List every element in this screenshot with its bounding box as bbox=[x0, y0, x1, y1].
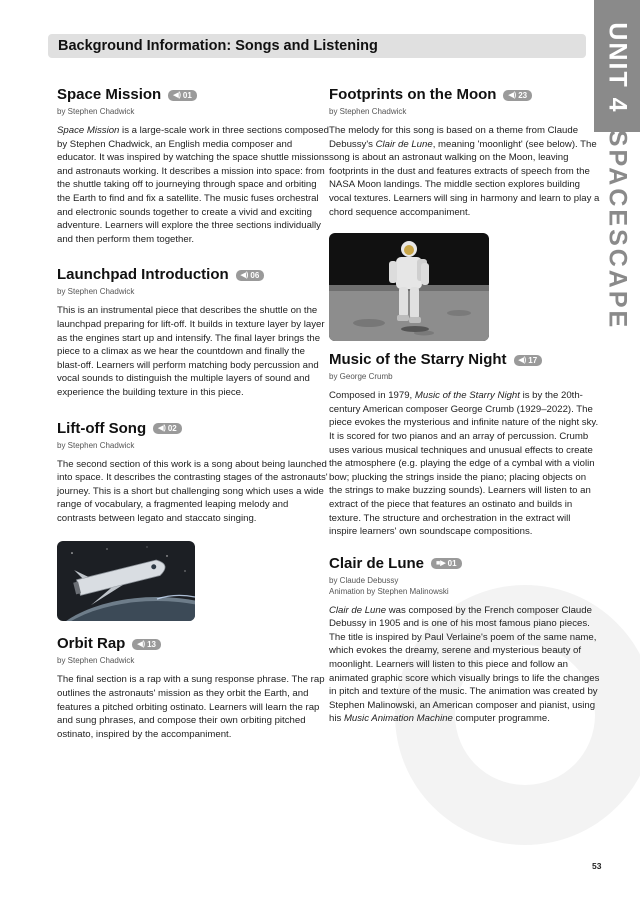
left-column bbox=[57, 86, 329, 741]
video-track-badge[interactable] bbox=[431, 558, 462, 569]
section-heading bbox=[57, 420, 329, 438]
description-text: is a large-scale work in three sections composed by Stephen Chadwick, an English media composer and educator. It was inspired by watching the space shuttle missions and astronauts working. It describes a mission into space: from the shuttle taking off to journeying through space and orbiting the Earth to find and fix a satellite. The music fuses orchestral and electronic sounds together to create a vivid and exciting adventure. Learners will explore the three sections individually and then perform them together. bbox=[57, 125, 329, 245]
unit-label: UNIT 4 bbox=[603, 22, 632, 114]
description-text: Composed in 1979, bbox=[329, 390, 415, 402]
section-heading bbox=[329, 555, 601, 573]
section-description bbox=[57, 124, 329, 246]
track-number: 13 bbox=[147, 639, 156, 649]
section-title: Music of the Starry Night bbox=[329, 351, 507, 369]
space-shuttle-illustration bbox=[57, 541, 195, 621]
track-number: 01 bbox=[447, 559, 457, 569]
section-launchpad-introduction bbox=[57, 266, 329, 399]
composer-credit: by Stephen Chadwick bbox=[57, 440, 135, 450]
composer-credit: by Claude Debussy bbox=[329, 575, 399, 585]
composer-credit: by George Crumb bbox=[329, 372, 393, 382]
unit-title: SPACESCAPE bbox=[603, 129, 632, 331]
track-number: 06 bbox=[250, 270, 260, 280]
composer-credit: by Stephen Chadwick bbox=[329, 107, 407, 116]
section-music-of-the-starry-night bbox=[329, 351, 601, 539]
section-title: Orbit Rap bbox=[57, 635, 126, 653]
section-title: Launchpad Introduction bbox=[57, 266, 229, 284]
video-camera-icon: ■▶ bbox=[436, 560, 446, 568]
composer-credit: by Stephen Chadwick bbox=[57, 287, 135, 297]
section-header-bar bbox=[48, 34, 586, 58]
speaker-icon: ◀) bbox=[240, 271, 249, 279]
audio-track-badge[interactable] bbox=[153, 423, 182, 434]
speaker-icon: ◀) bbox=[158, 425, 166, 432]
section-description: The second section of this work is a song about being launched into space. It describes the contrasting stages of the astronauts' journey. This is a short but challenging song which uses a wide range of vocabulary, a fragmented leaping melody and contrasts between legato and staccato singing. bbox=[57, 458, 328, 524]
section-heading bbox=[57, 266, 329, 284]
software-title-italic: Music Animation Machine bbox=[343, 713, 453, 725]
description-text: The melody for this song is based on a theme from Claude Debussy's bbox=[329, 125, 579, 150]
audio-track-badge[interactable] bbox=[236, 270, 265, 281]
audio-track-badge[interactable] bbox=[132, 639, 161, 650]
audio-track-badge[interactable] bbox=[514, 355, 543, 366]
description-text: was composed by the French composer Claude Debussy in 1905 and is one of his most famous piano pieces. The title is inspired by Paul Verlaine's poem of the same name, which evokes the dreamy, serene and mysterious beauty of moonlight. Learners will listen to this piece and follow an animated graphic score which visually brings to life the changes in pitch and texture of the music. The animation was created by Stephen Malinowski, an American composer and pianist, using his bbox=[329, 604, 600, 725]
section-heading bbox=[329, 351, 601, 369]
section-heading bbox=[57, 86, 329, 104]
track-number: 17 bbox=[528, 355, 538, 365]
astronaut-illustration bbox=[329, 233, 489, 341]
section-heading bbox=[329, 86, 601, 104]
page-number: 53 bbox=[592, 861, 602, 871]
section-heading bbox=[57, 635, 329, 653]
speaker-icon: ◀) bbox=[508, 91, 517, 99]
track-number: 23 bbox=[518, 90, 528, 100]
work-title-italic: Clair de Lune bbox=[329, 604, 387, 616]
composer-credit: by Stephen Chadwick bbox=[57, 656, 135, 666]
section-description bbox=[329, 604, 601, 726]
section-orbit-rap bbox=[57, 635, 329, 741]
work-title-italic: Clair de Lune bbox=[375, 138, 433, 150]
section-title: Footprints on the Moon bbox=[329, 86, 497, 103]
section-description bbox=[329, 389, 601, 539]
section-title: Space Mission bbox=[57, 86, 162, 103]
description-text: , meaning 'moonlight' (see below). The song is about an astronaut walking on the Moon, leaving footprints in the dust and features extracts of speech from the NASA Moon landings. The middle section explores building vocal textures. Learners will sing in harmony and learn to play a chord sequence accompaniment. bbox=[329, 138, 600, 218]
audio-track-badge[interactable] bbox=[503, 90, 532, 101]
audio-track-badge[interactable] bbox=[168, 90, 197, 101]
speaker-icon: ◀) bbox=[173, 91, 181, 99]
section-lift-off-song bbox=[57, 420, 329, 526]
section-title: Clair de Lune bbox=[329, 554, 425, 572]
work-title-italic: Space Mission bbox=[57, 125, 120, 136]
section-space-mission bbox=[57, 86, 329, 246]
description-text: is by the 20th-century American composer George Crumb (1929–2022). The piece evokes the mysterious and infinite nature of the night sky. It is scored for two pianos and an array of percussion. Crumb uses various musical techniques and unusual effects to create the atmosphere (e.g. playing the edge of a cymbal with a violin bow; plucking the strings inside the piano; placing objects on the strings to make buzzing sounds). Learners will listen to an extract of the piece that features an ostinato and builds in texture. The structure and orchestration in the extract will inspire learners' own soundscape compositions. bbox=[329, 390, 599, 538]
work-title-italic: Music of the Starry Night bbox=[414, 390, 520, 402]
page-title: Background Information: Songs and Listening bbox=[58, 38, 378, 54]
section-description: This is an instrumental piece that describes the shuttle on the launchpad preparing for lift-off. It builds in texture layer by layer as the engines start up and intensify. The final layer brings the piece to a climax as we hear the countdown and finally the blast-off. Learners will perform matching body percussion and vocal sounds to distinguish the multiple layers of sound and experience the building texture in this piece. bbox=[57, 305, 325, 398]
speaker-icon: ◀) bbox=[518, 356, 527, 364]
animation-credit: Animation by Stephen Malinowski bbox=[329, 586, 449, 596]
section-description: The final section is a rap with a sung response phrase. The rap outlines the astronauts' mission as they orbit the Earth, and features a pitched orbiting ostinato. Learners will learn the rap and sung phrases, and compose their own orbiting pitched ostinato, inspired by the accompaniment. bbox=[57, 674, 325, 740]
description-text: computer programme. bbox=[452, 713, 550, 725]
astronaut-on-moon-image bbox=[329, 233, 489, 341]
right-column bbox=[329, 86, 601, 726]
speaker-icon: ◀) bbox=[137, 640, 146, 648]
section-title: Lift-off Song bbox=[57, 419, 147, 437]
section-footprints-on-the-moon bbox=[329, 86, 601, 219]
composer-credit: by Stephen Chadwick bbox=[57, 107, 135, 116]
track-number: 01 bbox=[182, 90, 192, 100]
section-description bbox=[329, 124, 601, 219]
track-number: 02 bbox=[167, 424, 177, 433]
section-clair-de-lune bbox=[329, 555, 601, 726]
space-shuttle-image bbox=[57, 541, 195, 621]
